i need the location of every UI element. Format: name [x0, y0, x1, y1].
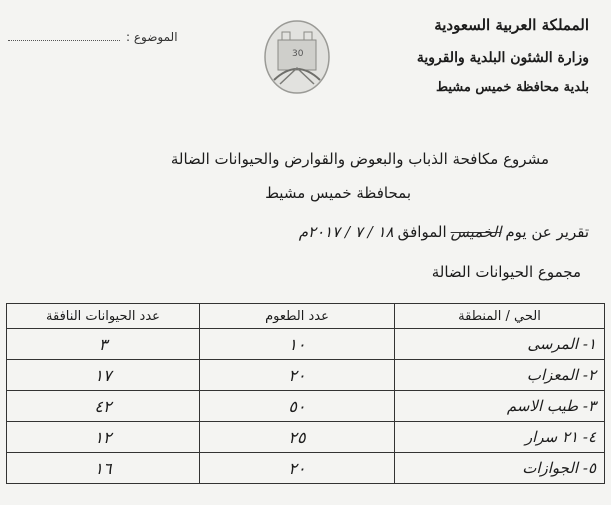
cell-district: ١- المرسى	[395, 329, 605, 360]
cell-dead: ٣	[7, 329, 200, 360]
report-prefix: تقرير عن يوم	[505, 223, 589, 241]
table-row	[7, 329, 605, 360]
header-municipality: بلدية محافظة خميس مشيط	[436, 80, 589, 95]
table-row	[7, 453, 605, 484]
report-line	[299, 223, 589, 241]
col-header-baits: عدد الطعوم	[200, 304, 395, 329]
municipality-emblem-icon	[262, 18, 332, 96]
cell-baits: ٥٠	[200, 391, 395, 422]
subject-field	[8, 30, 178, 44]
subject-dotted-line	[8, 30, 120, 41]
header-kingdom: المملكة العربية السعودية	[434, 16, 589, 34]
header-ministry: وزارة الشئون البلدية والقروية	[416, 50, 589, 66]
subject-label: الموضوع :	[126, 30, 178, 44]
cell-baits: ٢٠	[200, 453, 395, 484]
cell-district: ٢- المعزاب	[395, 360, 605, 391]
cell-baits: ٢٥	[200, 422, 395, 453]
cell-dead: ١٢	[7, 422, 200, 453]
col-header-dead: عدد الحيوانات النافقة	[7, 304, 200, 329]
report-date: ١٨ / ٧ / ٢٠١٧م	[298, 223, 394, 241]
table-row	[7, 360, 605, 391]
report-agreed-label: الموافق	[397, 223, 447, 241]
table-header-row	[7, 304, 605, 329]
cell-district: ٥- الجوازات	[395, 453, 605, 484]
cell-dead: ١٧	[7, 360, 200, 391]
table-row	[7, 422, 605, 453]
cell-district: ٤- ٢١ سرار	[395, 422, 605, 453]
col-header-district: الحي / المنطقة	[395, 304, 605, 329]
table-row	[7, 391, 605, 422]
cell-dead: ٤٢	[7, 391, 200, 422]
cell-baits: ١٠	[200, 329, 395, 360]
emblem-number: 30	[292, 49, 304, 59]
project-location: بمحافظة خميس مشيط	[265, 184, 411, 202]
stray-animals-table	[6, 303, 605, 484]
project-title: مشروع مكافحة الذباب والبعوض والقوارض والحيوانات الضالة	[170, 150, 549, 168]
report-day: الخميس	[450, 223, 502, 241]
cell-dead: ١٦	[7, 453, 200, 484]
section-title: مجموع الحيوانات الضالة	[431, 263, 581, 281]
cell-district: ٣- طيب الاسم	[395, 391, 605, 422]
cell-baits: ٢٠	[200, 360, 395, 391]
